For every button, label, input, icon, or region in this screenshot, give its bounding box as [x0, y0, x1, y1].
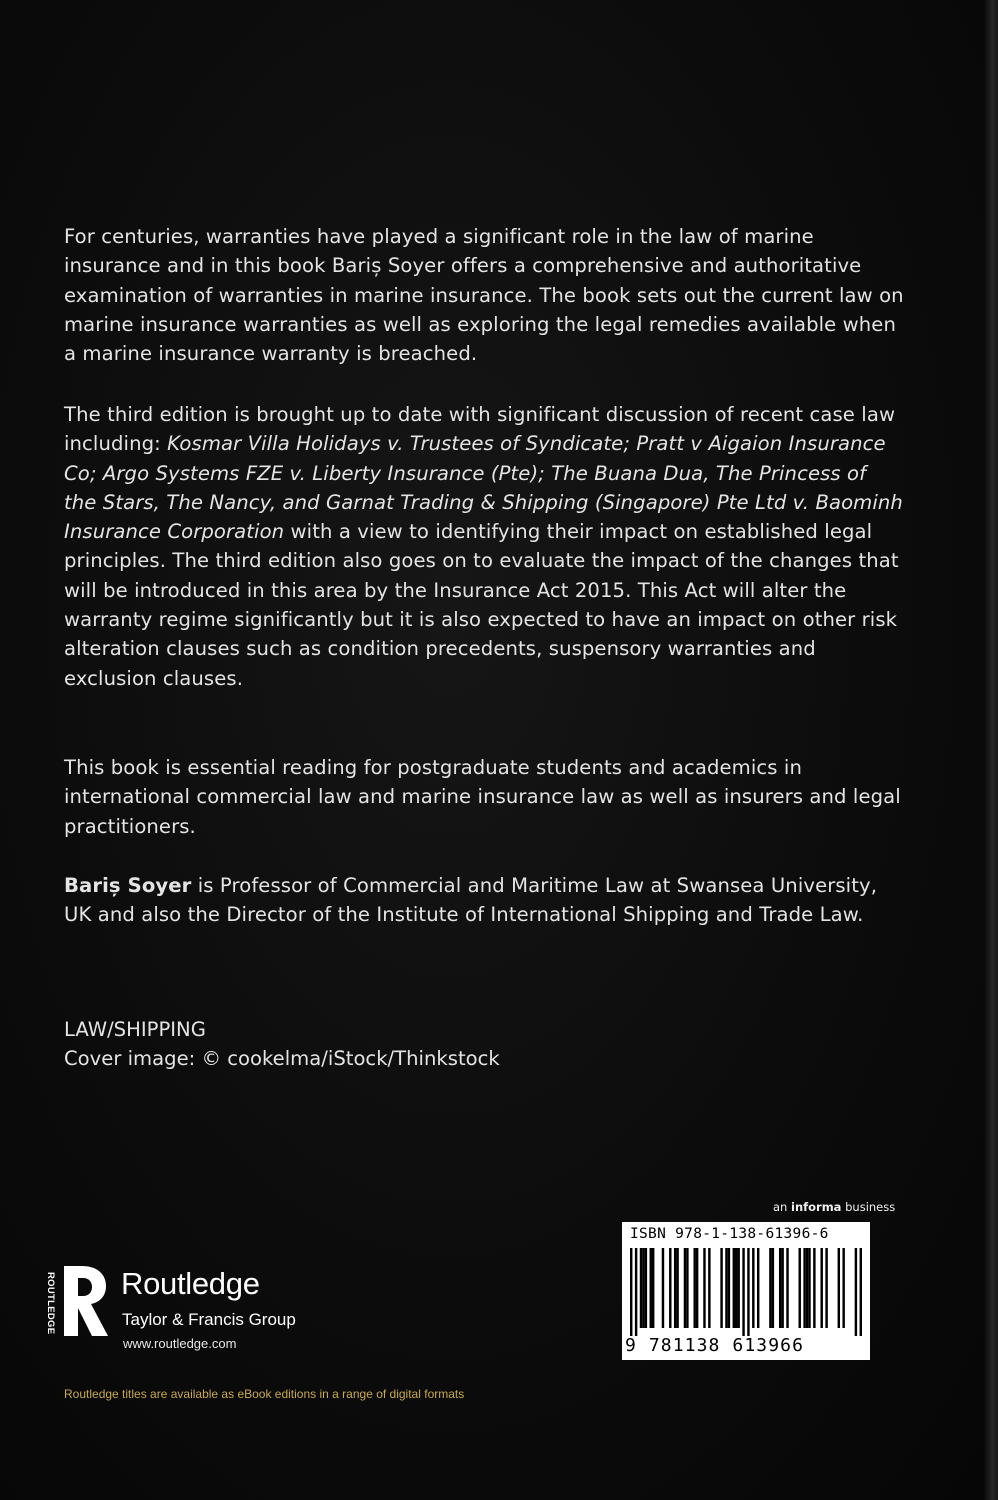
- barcode-bar: [676, 1248, 678, 1328]
- barcode-bar: [855, 1248, 857, 1336]
- barcode-bar: [662, 1248, 664, 1328]
- barcode-bar: [806, 1248, 808, 1328]
- barcode-bar: [781, 1248, 783, 1328]
- barcode-bars: [630, 1248, 862, 1336]
- book-spine-edge: [984, 0, 998, 1500]
- barcode-bar: [652, 1248, 654, 1328]
- barcode-bar: [757, 1248, 759, 1328]
- barcode-bar: [786, 1248, 788, 1328]
- routledge-vertical-label: ROUTLEDGE: [45, 1272, 56, 1335]
- barcode-bar: [703, 1248, 705, 1328]
- barcode-bar: [742, 1248, 744, 1336]
- ebook-note: Routledge titles are available as eBook editions in a range of digital formats: [64, 1387, 465, 1401]
- barcode-bar: [693, 1248, 695, 1328]
- author-bio: [64, 871, 904, 930]
- blurb-paragraph-2: [64, 400, 904, 693]
- barcode-bar: [737, 1248, 739, 1328]
- barcode-bar: [825, 1248, 827, 1328]
- book-meta: [64, 1015, 500, 1074]
- ean-digits: 9 781138 613966: [625, 1335, 805, 1356]
- publisher-group: Taylor & Francis Group: [122, 1310, 296, 1329]
- informa-tagline: an informa business: [773, 1200, 896, 1214]
- informa-brand: informa: [791, 1200, 842, 1214]
- barcode-bar: [772, 1248, 774, 1328]
- barcode-bar: [642, 1248, 644, 1328]
- barcode-bar: [733, 1248, 735, 1328]
- barcode-bar: [720, 1248, 722, 1328]
- blurb-rest: with a view to identifying their impact on established legal principles. The third edition also goes on to evaluate the impact of the changes that will be introduced in this area by the Insurance Act 2015. This Act will alter the warranty regime significantly but it is also expected to have an impact on other risk alteration clauses such as condition precedents, suspensory warranties and exclusion clauses.: [64, 520, 899, 690]
- barcode-bar: [838, 1248, 840, 1328]
- publisher-url: www.routledge.com: [123, 1336, 237, 1351]
- publisher-name: Routledge: [121, 1266, 260, 1301]
- author-bio-text: is Professor of Commercial and Maritime Law at Swansea University, UK and also the Director of the Institute of International Shipping and Trade Law.: [64, 874, 878, 927]
- barcode-bar: [696, 1248, 698, 1328]
- barcode-bar: [735, 1248, 737, 1328]
- barcode-bar: [645, 1248, 647, 1328]
- barcode-bar: [860, 1248, 862, 1336]
- barcode-bar: [803, 1248, 805, 1328]
- barcode-bar: [686, 1248, 688, 1328]
- isbn-barcode: [622, 1222, 870, 1360]
- barcode-bar: [842, 1248, 844, 1328]
- barcode-bar: [769, 1248, 771, 1328]
- barcode-bar: [779, 1248, 781, 1328]
- barcode-bar: [708, 1248, 710, 1328]
- barcode-bar: [635, 1248, 637, 1336]
- barcode-bar: [728, 1248, 730, 1328]
- author-name: Bariș Soyer: [64, 874, 192, 897]
- barcode-bar: [650, 1248, 652, 1328]
- barcode-bar: [630, 1248, 632, 1336]
- barcode-bar: [752, 1248, 754, 1328]
- blurb-paragraph-3: This book is essential reading for postgraduate students and academics in international commercial law and marine insurance law as well as insurers and legal practitioners.: [64, 756, 901, 838]
- blurb-intro: The third edition is brought up to date with significant discussion of recent case law including:: [64, 403, 896, 456]
- blurb-paragraph-1: For centuries, warranties have played a significant role in the law of marine insurance and in this book Bariș Soyer offers a comprehensive and authoritative examination of warranties in marine insurance. The book sets out the current law on marine insurance warranties as well as exploring the legal remedies available when a marine insurance warranty is breached.: [64, 225, 904, 366]
- barcode-bar: [674, 1248, 676, 1328]
- isbn-text: ISBN 978-1-138-61396-6: [630, 1226, 829, 1242]
- cover-credit: Cover image: © cookelma/iStock/Thinkstock: [64, 1047, 500, 1071]
- case-law-list: Kosmar Villa Holidays v. Trustees of Syndicate; Pratt v Aigaion Insurance Co; Argo Systems FZE v. Liberty Insurance (Pte); The Buana Dua, The Princess of the Stars, The Nancy, and Garnat Trading & Shipping (Singapore) Pte Ltd v. Baominh Insurance Corporation: [64, 432, 903, 544]
- barcode-bar: [808, 1248, 810, 1328]
- barcode-bar: [669, 1248, 671, 1328]
- barcode-bar: [640, 1248, 642, 1328]
- barcode-bar: [813, 1248, 815, 1328]
- subject-category: LAW/SHIPPING: [64, 1018, 206, 1041]
- barcode-bar: [725, 1248, 727, 1328]
- barcode-bar: [747, 1248, 749, 1336]
- barcode-bar: [684, 1248, 686, 1328]
- barcode-bar: [799, 1248, 801, 1328]
- routledge-logo-icon: [58, 1262, 112, 1340]
- barcode-bar: [820, 1248, 822, 1328]
